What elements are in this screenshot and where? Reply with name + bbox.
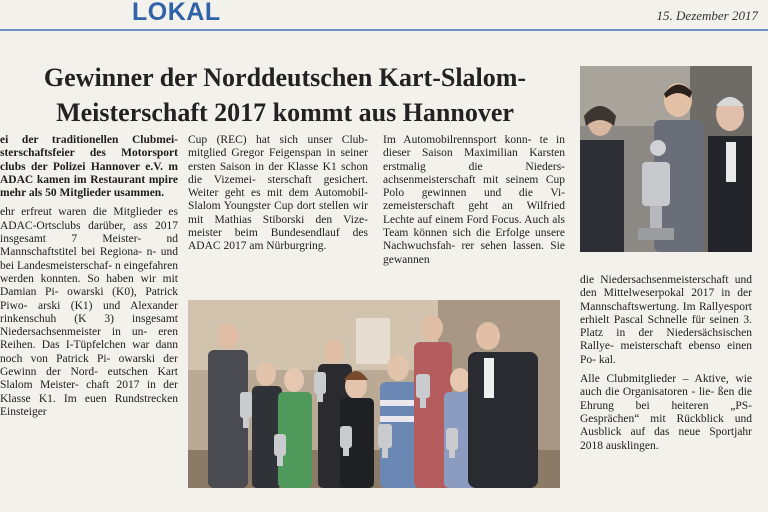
article-column-4 [580,274,752,510]
article-lead: ei der traditionellen Clubmei- sterschaftsfeier des Motorsport clubs der Polizei Hannover e.V. m ADAC kamen im Restaurant mpire mehr als 50 Mitglieder usammen. [0,134,178,200]
header-rule [0,29,768,31]
headline-line-2: Meisterschaft 2017 kommt aus Hannover [56,98,514,127]
page-header [0,0,768,32]
article-column-2 [188,134,368,288]
article-paragraph-4: die Niedersachsenmeisterschaft und den Mittelweserpokal 2017 in der Mannschaftswertung. Im Rallyesport erhielt Pascal Schnelle für seinen 3. Platz in der Niedersächsischen Rallye- meisterschaft ebenso einen Po- kal. [580,274,752,366]
article-paragraph-2: Cup (REC) hat sich unser Club- mitglied Gregor Feigenspan in seiner ersten Saison in der Klasse K1 schon die Vizemei- sterschaft gesichert. Weiter geht es mit dem Automobil-Slalom Youngster Cup dort stellen wir mit Mathias Stiborski den Vize- meister beim Bundesendlauf des ADAC 2017 am Nürburgring. [188,134,368,253]
article-paragraph-5: Alle Clubmitglieder – Aktive, wie auch die Organisatoren - lie- ßen die Ehrung bei heiteren „PS- Gesprächen“ mit Rückblick und Ausblick auf das neue Sportjahr 2018 ausklingen. [580,373,752,452]
article-headline [0,60,570,130]
article-column-3 [383,134,565,288]
article-paragraph-3: Im Automobilrennsport konn- te in dieser Saison Maximilian Karsten erstmalig die Nieders- achsenmeisterschaft mit seinem Cup Polo gewinnen und die Vi- zemeisterschaft geht an Wilfried Lechte auf einem Ford Focus. Auch als Team können sich die Erfolge unsere Nachwuchsfah- rer sehen lassen. Sie gewannen [383,134,565,266]
section-label: LOKAL [132,0,221,26]
article-paragraph-1: ehr erfreut waren die Mitglieder es ADAC-Ortsclubs darüber, ass 2017 insgesamt 7 Meister- nd Mannschaftstitel bei Regiona- n- und bei Landesmeisterschaf- n eingefahren werden konnten. So haben wir mit Damian Pi- owarski (K0), Patrick Piwo- arski (K1) und Alexander rinkenschuh (K 3) insgesamt Niedersachsenmeister in un- eren Reihen. Das I-Tüpfelchen war dann noch von Patrick Pi- owarski der Gewinn der Nord- eutschen Kart Slalom Meister- chaft 2017 in der Klasse K1. Im euen Rundstrecken Einsteiger [0,206,178,418]
issue-date: 15. Dezember 2017 [656,8,758,23]
trophy-presentation-photo [580,66,752,252]
group-photo [188,300,560,488]
article-column-1 [0,134,178,506]
headline-line-1: Gewinner der Norddeutschen Kart-Slalom- [43,63,527,92]
